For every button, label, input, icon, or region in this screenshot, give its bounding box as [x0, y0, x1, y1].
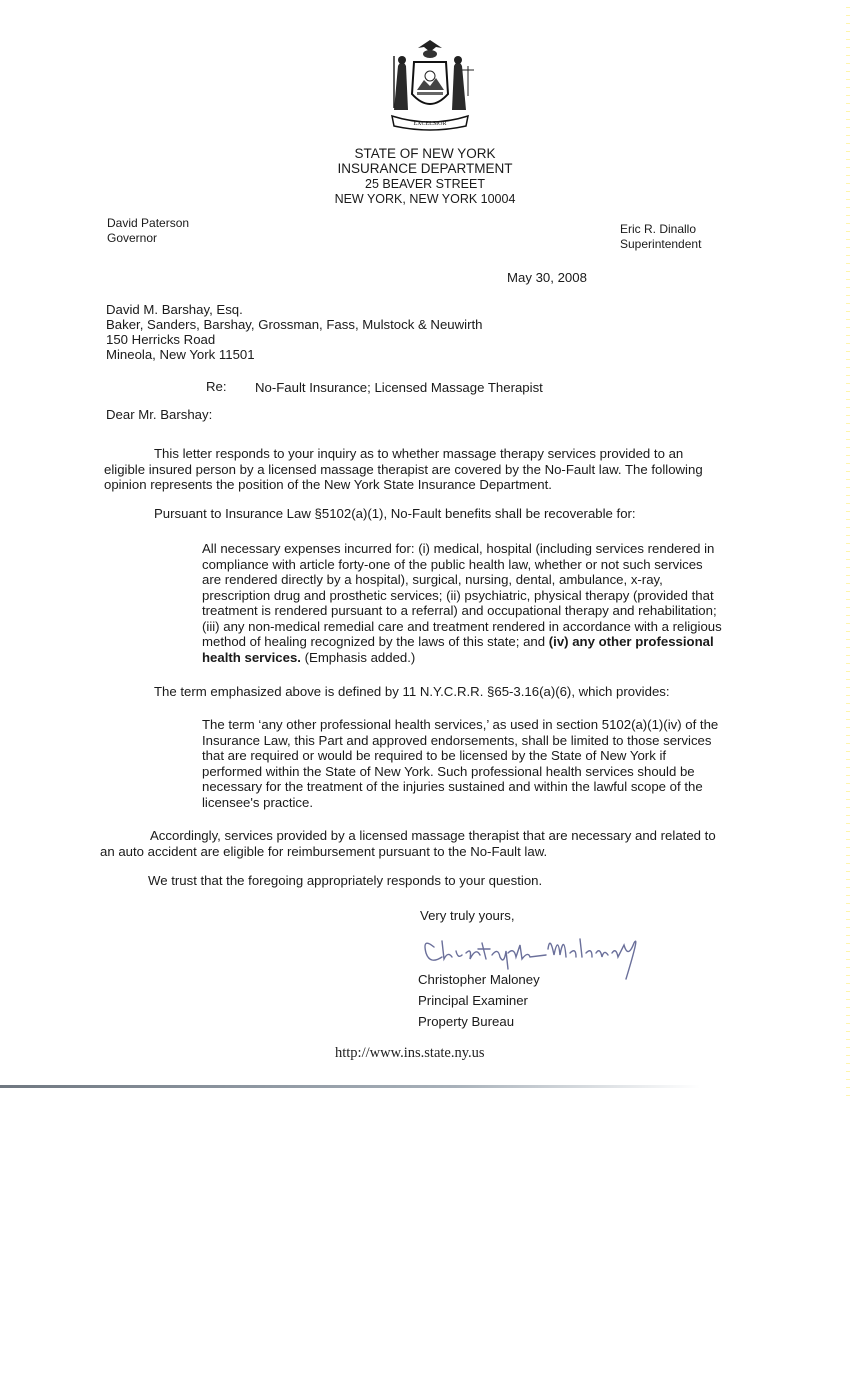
- superintendent-block: [620, 222, 701, 252]
- paragraph-closing: We trust that the foregoing appropriately responds to your question.: [148, 873, 543, 888]
- text-line: licensee's practice.: [202, 794, 313, 810]
- governor-title: Governor: [107, 231, 158, 245]
- svg-text:EXCELSIOR: EXCELSIOR: [413, 121, 447, 127]
- text-line: (iii) any non-medical remedial care and treatment rendered in accordance with a religious: [202, 618, 722, 634]
- agency-name: INSURANCE DEPARTMENT: [337, 161, 513, 176]
- statute-quote: [202, 541, 762, 665]
- text-line: [202, 634, 762, 650]
- superintendent-title: Superintendent: [620, 237, 702, 251]
- emphasis-text: health services.: [202, 649, 301, 665]
- text-line: opinion represents the position of the New York State Insurance Department.: [104, 477, 552, 492]
- paragraph-regulation-intro: The term emphasized above is defined by 11 N.Y.C.R.R. §65-3.16(a)(6), which provides:: [154, 684, 670, 699]
- recipient-street: 150 Herricks Road: [106, 332, 216, 347]
- text-line: an auto accident are eligible for reimbursement pursuant to the No-Fault law.: [100, 843, 548, 859]
- text-line: [202, 650, 762, 666]
- signer-block: [418, 969, 540, 1032]
- paragraph-intro: [104, 446, 754, 493]
- emphasis-text: (iv) any other professional: [548, 634, 714, 649]
- text-line: This letter responds to your inquiry as to whether massage therapy services provided to an: [154, 446, 684, 461]
- signer-bureau: Property Bureau: [418, 1014, 515, 1029]
- recipient-city: Mineola, New York 11501: [106, 347, 255, 362]
- text-line: All necessary expenses incurred for: (i) medical, hospital (including services rendered in: [202, 541, 715, 556]
- text-line: treatment is rendered pursuant to a referral) and occupational therapy and rehabilitation;: [202, 603, 717, 618]
- page-bottom-edge: [0, 1085, 700, 1088]
- governor-name: David Paterson: [107, 216, 190, 230]
- signer-title: Principal Examiner: [418, 993, 528, 1008]
- footer-url: http://www.ins.state.ny.us: [335, 1045, 485, 1061]
- paragraph-conclusion: [100, 828, 750, 859]
- scan-edge-artifact: [846, 0, 850, 1100]
- text-line: Accordingly, services provided by a licensed massage therapist that are necessary and related to: [150, 828, 716, 843]
- text-line: Insurance Law, this Part and approved endorsements, shall be limited to those services: [202, 732, 712, 748]
- text-span: (Emphasis added.): [300, 649, 416, 665]
- superintendent-name: Eric R. Dinallo: [620, 222, 697, 236]
- text-line: necessary for the treatment of the injuries sustained and within the lawful scope of the: [202, 779, 703, 794]
- agency-street: 25 BEAVER STREET: [365, 177, 485, 191]
- salutation: Dear Mr. Barshay:: [106, 407, 213, 422]
- recipient-address: [106, 302, 482, 362]
- valediction: Very truly yours,: [420, 908, 515, 923]
- state-seal: [384, 36, 476, 134]
- text-line: are rendered directly by a hospital), surgical, nursing, dental, ambulance, x-ray,: [202, 572, 663, 587]
- subject-text: No-Fault Insurance; Licensed Massage Therapist: [255, 380, 543, 395]
- regulation-quote: [202, 717, 762, 810]
- governor-block: [107, 216, 189, 246]
- recipient-firm: Baker, Sanders, Barshay, Grossman, Fass, Mulstock & Neuwirth: [106, 317, 483, 332]
- text-line: compliance with article forty-one of the public health law, whether or not such services: [202, 556, 703, 572]
- text-span: method of healing recognized by the laws of this state; and: [202, 634, 549, 649]
- agency-state: STATE OF NEW YORK: [354, 146, 496, 161]
- text-line: The term ‘any other professional health services,’ as used in section 5102(a)(1)(iv) of the: [202, 717, 719, 732]
- text-line: performed within the State of New York. Such professional health services should be: [202, 763, 695, 779]
- signer-name: Christopher Maloney: [418, 972, 540, 987]
- agency-city: NEW YORK, NEW YORK 10004: [334, 192, 516, 206]
- text-line: eligible insured person by a licensed massage therapist are covered by the No-Fault law. The following: [104, 461, 703, 477]
- subject-label: Re:: [206, 379, 227, 394]
- letter-date: May 30, 2008: [507, 270, 587, 285]
- paragraph-statute-intro: Pursuant to Insurance Law §5102(a)(1), No-Fault benefits shall be recoverable for:: [154, 506, 636, 521]
- text-line: prescription drug and prosthetic services; (ii) psychiatric, physical therapy (provided that: [202, 587, 714, 603]
- recipient-name: David M. Barshay, Esq.: [106, 302, 243, 317]
- text-line: that are required or would be required to be licensed by the State of New York if: [202, 748, 667, 763]
- new-york-seal-icon: [384, 36, 476, 134]
